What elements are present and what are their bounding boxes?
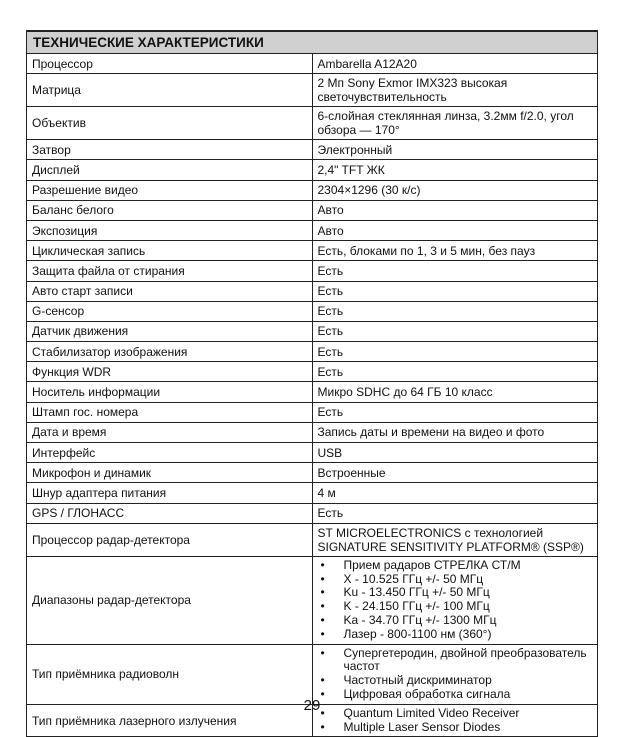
spec-value: ST MICROELECTRONICS с технологией SIGNATURE SENSITIVITY PLATFORM® (SSP®) — [312, 523, 598, 556]
spec-name: Процессор — [27, 54, 313, 74]
list-item: • K - 24.150 ГГц +/- 100 МГц — [318, 600, 594, 614]
spec-name: G-сенсор — [27, 301, 313, 321]
list-item: • Multiple Laser Sensor Diodes — [318, 721, 594, 735]
spec-name: Функция WDR — [27, 362, 313, 382]
table-row — [27, 556, 598, 644]
table-row — [27, 443, 598, 463]
spec-name: Авто старт записи — [27, 281, 313, 301]
spec-value: Запись даты и времени на видео и фото — [312, 422, 598, 442]
table-row — [27, 200, 598, 220]
spec-value: 6-слойная стеклянная линза, 3.2мм f/2.0, угол обзора — 170° — [312, 107, 598, 140]
spec-name: Дата и время — [27, 422, 313, 442]
list-item: • Quantum Limited Video Receiver — [318, 707, 594, 721]
list-item: • Цифровая обработка сигнала — [318, 688, 594, 702]
table-row — [27, 523, 598, 556]
list-item: • Частотный дискриминатор — [318, 674, 594, 688]
spec-sheet — [26, 30, 598, 737]
list-item: • Лазер - 800-1100 нм (360°) — [318, 628, 594, 642]
table-row — [27, 483, 598, 503]
spec-name: Процессор радар-детектора — [27, 523, 313, 556]
spec-value: 4 м — [312, 483, 598, 503]
table-row — [27, 140, 598, 160]
spec-name: Экспозиция — [27, 220, 313, 240]
table-row — [27, 74, 598, 107]
bullet-list — [318, 559, 594, 642]
spec-value: Микро SDHC до 64 ГБ 10 класс — [312, 382, 598, 402]
spec-value: USB — [312, 443, 598, 463]
spec-value: 2,4" TFT ЖК — [312, 160, 598, 180]
list-item: • X - 10.525 ГГц +/- 50 МГц — [318, 573, 594, 587]
spec-table — [26, 30, 598, 737]
table-row — [27, 321, 598, 341]
bullet-list — [318, 647, 594, 702]
list-item: • Ka - 34.70 ГГц +/- 1300 МГц — [318, 614, 594, 628]
list-item: • Прием радаров СТРЕЛКА СТ/М — [318, 559, 594, 573]
spec-name: Микрофон и динамик — [27, 463, 313, 483]
spec-name: Дисплей — [27, 160, 313, 180]
table-row — [27, 463, 598, 483]
spec-name: Объектив — [27, 107, 313, 140]
spec-value: Есть — [312, 261, 598, 281]
table-row — [27, 281, 598, 301]
spec-value: Есть — [312, 281, 598, 301]
spec-name: Затвор — [27, 140, 313, 160]
table-row — [27, 422, 598, 442]
list-item: • Супергетеродин, двойной преобразователь частот — [318, 647, 594, 675]
spec-name: Тип приёмника лазерного излучения — [27, 704, 313, 737]
spec-value: Есть — [312, 402, 598, 422]
spec-value: Есть — [312, 342, 598, 362]
spec-name: GPS / ГЛОНАСС — [27, 503, 313, 523]
table-title: ТЕХНИЧЕСКИЕ ХАРАКТЕРИСТИКИ — [27, 31, 598, 54]
spec-name: Интерфейс — [27, 443, 313, 463]
spec-value: Есть — [312, 301, 598, 321]
spec-value: Встроенные — [312, 463, 598, 483]
table-row — [27, 644, 598, 704]
spec-name: Разрешение видео — [27, 180, 313, 200]
list-item: • Ku - 13.450 ГГц +/- 50 МГц — [318, 586, 594, 600]
spec-name: Шнур адаптера питания — [27, 483, 313, 503]
page-number: 29 — [303, 697, 321, 714]
spec-value: 2304×1296 (30 к/с) — [312, 180, 598, 200]
spec-name: Циклическая запись — [27, 241, 313, 261]
spec-value: Авто — [312, 220, 598, 240]
spec-name: Стабилизатор изображения — [27, 342, 313, 362]
spec-value — [312, 644, 598, 704]
spec-name: Тип приёмника радиоволн — [27, 644, 313, 704]
spec-name: Носитель информации — [27, 382, 313, 402]
spec-name: Матрица — [27, 74, 313, 107]
spec-value: 2 Мп Sony Exmor IMX323 высокая светочувствительность — [312, 74, 598, 107]
spec-value: Электронный — [312, 140, 598, 160]
spec-value: Есть — [312, 503, 598, 523]
table-row — [27, 402, 598, 422]
table-row — [27, 180, 598, 200]
spec-value: Ambarella A12A20 — [312, 54, 598, 74]
spec-value: Есть — [312, 321, 598, 341]
table-row — [27, 342, 598, 362]
spec-name: Баланс белого — [27, 200, 313, 220]
spec-value: Есть — [312, 362, 598, 382]
spec-value: Есть, блоками по 1, 3 и 5 мин, без пауз — [312, 241, 598, 261]
spec-value — [312, 556, 598, 644]
spec-name: Диапазоны радар-детектора — [27, 556, 313, 644]
table-row — [27, 301, 598, 321]
table-row — [27, 503, 598, 523]
table-row — [27, 241, 598, 261]
table-row — [27, 382, 598, 402]
spec-name: Датчик движения — [27, 321, 313, 341]
spec-name: Штамп гос. номера — [27, 402, 313, 422]
table-header-row — [27, 31, 598, 54]
table-row — [27, 261, 598, 281]
table-row — [27, 54, 598, 74]
table-row — [27, 107, 598, 140]
table-row — [27, 362, 598, 382]
table-row — [27, 220, 598, 240]
spec-name: Защита файла от стирания — [27, 261, 313, 281]
spec-value: Авто — [312, 200, 598, 220]
table-row — [27, 160, 598, 180]
